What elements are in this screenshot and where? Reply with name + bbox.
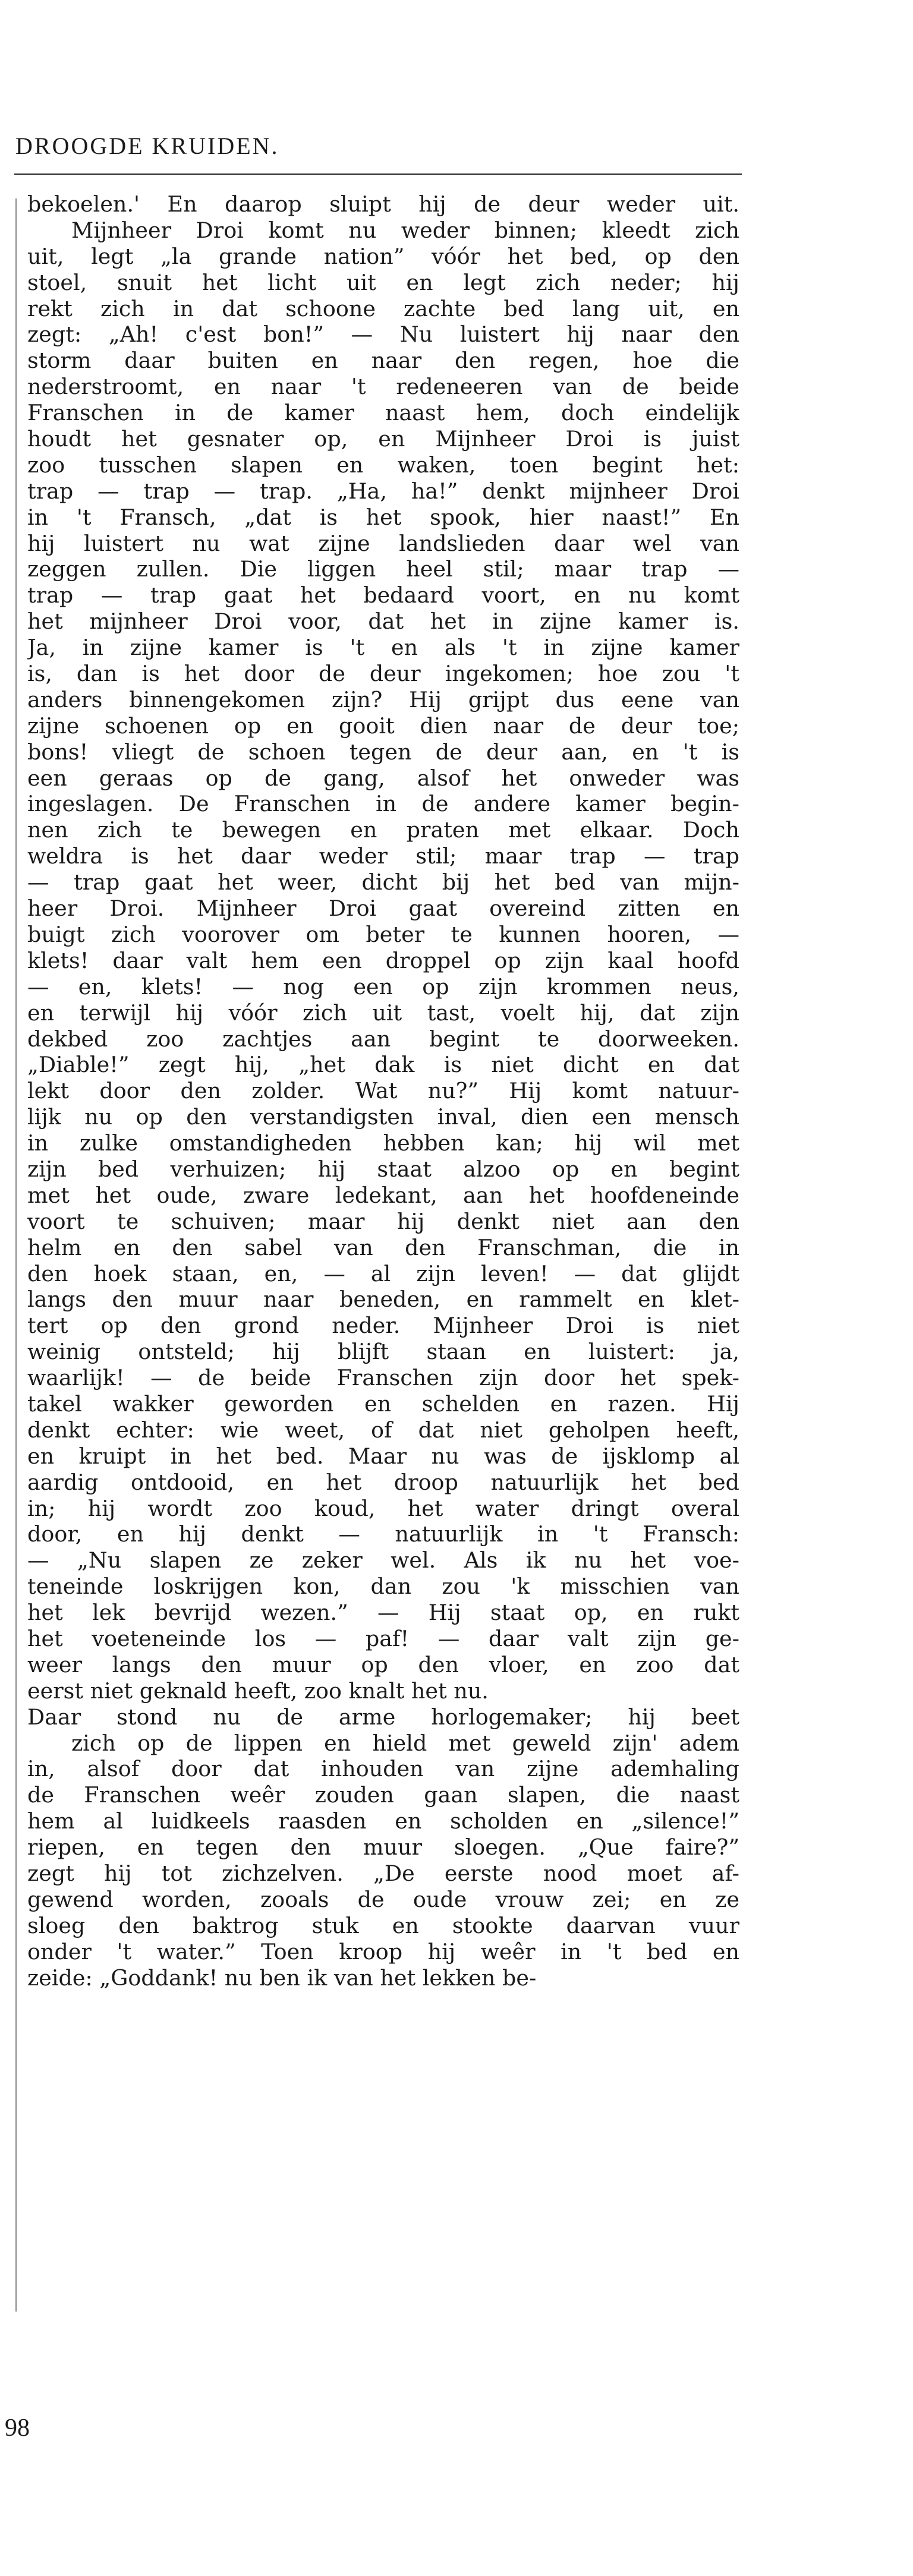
- margin-bar: [15, 198, 17, 2312]
- text-line: Ja, in zijne kamer is 't en als 't in zijne kamer: [27, 635, 739, 661]
- text-line: ingeslagen. De Franschen in de andere kamer begin-: [27, 791, 739, 817]
- text-line: is, dan is het door de deur ingekomen; hoe zou 't: [27, 661, 739, 687]
- text-line: — „Nu slapen ze zeker wel. Als ik nu het voe-: [27, 1547, 739, 1574]
- text-line: waarlijk! — de beide Franschen zijn door het spek-: [27, 1365, 739, 1391]
- text-line: in 't Fransch, „dat is het spook, hier naast!” En: [27, 504, 739, 530]
- text-line: houdt het gesnater op, en Mijnheer Droi is juist: [27, 426, 739, 452]
- text-line: zegt: „Ah! c'est bon!” — Nu luistert hij naar den: [27, 321, 739, 348]
- text-line: anders binnengekomen zijn? Hij grijpt dus eene van: [27, 686, 739, 712]
- running-title: DROOGDE KRUIDEN.: [15, 133, 279, 159]
- text-line: helm en den sabel van den Franschman, die in: [27, 1234, 739, 1260]
- text-line: het voeteneinde los — paf! — daar valt zijn ge-: [27, 1625, 739, 1651]
- text-line: „Diable!” zegt hij, „het dak is niet dicht en dat: [27, 1052, 739, 1078]
- text-line: zegt hij tot zichzelven. „De eerste nood moet af-: [27, 1861, 739, 1886]
- text-line: hem al luidkeels raasden en scholden en „silence!”: [27, 1808, 739, 1834]
- text-line: nederstroomt, en naar 't redeneeren van de beide: [27, 374, 739, 400]
- text-line: zeggen zullen. Die liggen heel stil; maar trap —: [27, 556, 739, 582]
- text-line: Daar stond nu de arme horlogemaker; hij beet: [27, 1704, 739, 1730]
- text-line: en kruipt in het bed. Maar nu was de ijsklomp al: [27, 1443, 739, 1469]
- text-line: uit, legt „la grande nation” vóór het bed, op den: [27, 243, 739, 269]
- page-number: 98: [5, 2414, 30, 2442]
- text-line: lekt door den zolder. Wat nu?” Hij komt natuur-: [27, 1078, 739, 1104]
- text-line: den hoek staan, en, — al zijn leven! — dat glijdt: [27, 1260, 739, 1287]
- text-line: bekoelen.' En daarop sluipt hij de deur weder uit.: [27, 191, 739, 217]
- text-line: het lek bevrijd wezen.” — Hij staat op, en rukt: [27, 1600, 739, 1626]
- text-line: sloeg den baktrog stuk en stookte daarvan vuur: [27, 1912, 739, 1938]
- body-text: [27, 191, 739, 1991]
- text-line: storm daar buiten en naar den regen, hoe die: [27, 348, 739, 374]
- text-line: stoel, snuit het licht uit en legt zich neder; hij: [27, 269, 739, 295]
- text-line: riepen, en tegen den muur sloegen. „Que faire?”: [27, 1834, 739, 1861]
- text-line: weldra is het daar weder stil; maar trap — trap: [27, 843, 739, 869]
- text-line: — en, klets! — nog een op zijn krommen neus,: [27, 973, 739, 999]
- text-line: zich op de lippen en hield met geweld zijn' adem: [71, 1730, 739, 1756]
- text-line: het mijnheer Droi voor, dat het in zijne kamer is.: [27, 608, 739, 635]
- text-line: takel wakker geworden en schelden en razen. Hij: [27, 1391, 739, 1417]
- text-line: trap — trap — trap. „Ha, ha!” denkt mijnheer Droi: [27, 478, 739, 504]
- text-line: Mijnheer Droi komt nu weder binnen; kleedt zich: [71, 217, 739, 243]
- text-line: een geraas op de gang, alsof het onweder was: [27, 765, 739, 791]
- text-line: klets! daar valt hem een droppel op zijn kaal hoofd: [27, 947, 739, 973]
- text-line: weinig ontsteld; hij blijft staan en luistert: ja,: [27, 1339, 739, 1365]
- text-line: gewend worden, zooals de oude vrouw zei; en ze: [27, 1886, 739, 1912]
- text-line: trap — trap gaat het bedaard voort, en nu komt: [27, 582, 739, 608]
- text-line: onder 't water.” Toen kroop hij weêr in 't bed en: [27, 1938, 739, 1965]
- text-line: teneinde loskrijgen kon, dan zou 'k misschien van: [27, 1574, 739, 1600]
- text-line: de Franschen weêr zouden gaan slapen, die naast: [27, 1782, 739, 1808]
- text-line: zoo tusschen slapen en waken, toen begint het:: [27, 452, 739, 478]
- text-line: zeide: „Goddank! nu ben ik van het lekken be-: [27, 1965, 537, 1991]
- text-line: in; hij wordt zoo koud, het water dringt overal: [27, 1495, 739, 1521]
- text-line: langs den muur naar beneden, en rammelt en klet-: [27, 1287, 739, 1313]
- text-line: — trap gaat het weer, dicht bij het bed van mijn-: [27, 869, 739, 896]
- text-line: buigt zich voorover om beter te kunnen hooren, —: [27, 921, 739, 947]
- text-line: lijk nu op den verstandigsten inval, dien een mensch: [27, 1104, 739, 1130]
- text-line: in, alsof door dat inhouden van zijne ademhaling: [27, 1756, 739, 1782]
- text-line: eerst niet geknald heeft, zoo knalt het nu.: [27, 1678, 489, 1704]
- text-line: rekt zich in dat schoone zachte bed lang uit, en: [27, 295, 739, 321]
- text-line: door, en hij denkt — natuurlijk in 't Fransch:: [27, 1521, 739, 1547]
- text-line: weer langs den muur op den vloer, en zoo dat: [27, 1651, 739, 1678]
- text-line: bons! vliegt de schoen tegen de deur aan, en 't is: [27, 739, 739, 765]
- text-line: nen zich te bewegen en praten met elkaar. Doch: [27, 817, 739, 843]
- text-line: in zulke omstandigheden hebben kan; hij wil met: [27, 1130, 739, 1156]
- text-line: en terwijl hij vóór zich uit tast, voelt hij, dat zijn: [27, 999, 739, 1026]
- text-line: zijne schoenen op en gooit dien naar de deur toe;: [27, 712, 739, 739]
- text-line: hij luistert nu wat zijne landslieden daar wel van: [27, 530, 739, 556]
- text-line: aardig ontdooid, en het droop natuurlijk het bed: [27, 1469, 739, 1495]
- text-line: dekbed zoo zachtjes aan begint te doorweeken.: [27, 1026, 739, 1052]
- text-line: denkt echter: wie weet, of dat niet geholpen heeft,: [27, 1417, 739, 1443]
- text-line: heer Droi. Mijnheer Droi gaat overeind zitten en: [27, 896, 739, 922]
- header-rule: [14, 174, 742, 175]
- text-line: Franschen in de kamer naast hem, doch eindelijk: [27, 400, 739, 426]
- text-line: met het oude, zware ledekant, aan het hoofdeneinde: [27, 1182, 739, 1208]
- text-line: zijn bed verhuizen; hij staat alzoo op en begint: [27, 1156, 739, 1182]
- text-line: tert op den grond neder. Mijnheer Droi is niet: [27, 1313, 739, 1339]
- text-line: voort te schuiven; maar hij denkt niet aan den: [27, 1208, 739, 1234]
